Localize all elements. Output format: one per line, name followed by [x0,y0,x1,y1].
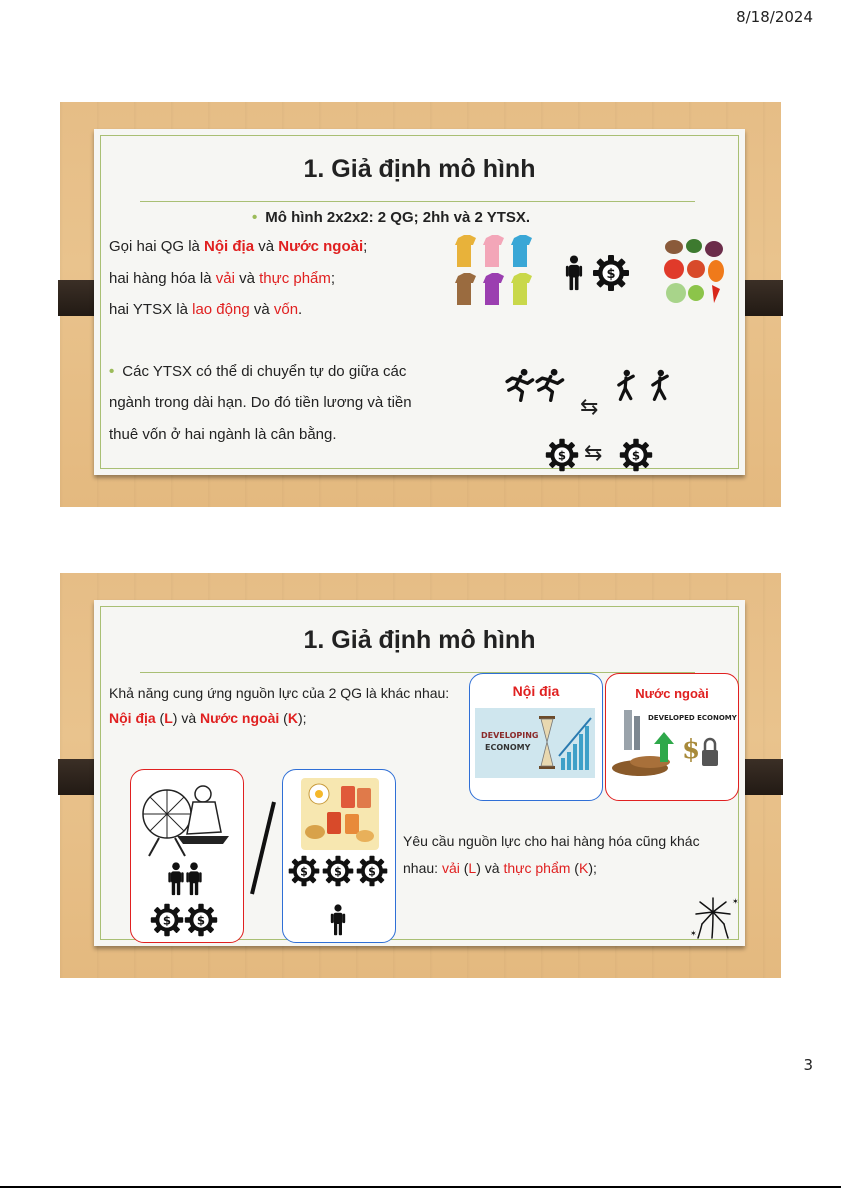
svg-text:$: $ [682,735,701,765]
slide-1 [60,102,781,507]
worker-icon [565,255,583,291]
exchange-arrows-icon: ⇆ [584,440,603,465]
text-country-endowments: Nội địa (L) và Nước ngoài (K); [109,710,307,726]
slide-1-panel [94,129,745,475]
worker-icon [167,862,185,896]
bullet-mobility-line3: thuê vốn ở hai ngành là cân bằng. [109,426,337,443]
box-domestic-label: Nội địa [512,683,560,699]
developed-economy-image [610,706,737,778]
capital-gear-dollar-icon [183,902,219,938]
capital-gear-dollar-icon [591,253,631,293]
capital-gear-dollar-icon [149,902,185,938]
vegetables-icon [662,237,728,305]
title-divider [140,201,695,202]
capital-gear-dollar-icon [544,437,580,473]
text-goods: hai hàng hóa là vải và thực phẩm; [109,270,336,287]
text-supply-difference: Khả năng cung ứng nguồn lực của 2 QG là khác nhau: [109,685,450,701]
exchange-arrows-icon: ⇆ [580,394,599,419]
svg-text:DEVELOPING: DEVELOPING [481,731,539,740]
slide-title: 1. Giả định mô hình [303,155,536,183]
capital-gear-dollar-icon [618,437,654,473]
text-countries: Gọi hai QG là Nội địa và Nước ngoài; [109,238,368,255]
box-foreign [605,673,739,801]
capital-gear-dollar-icon [287,854,321,888]
fireworks-icon [688,896,738,940]
text-factors: hai YTSX là lao động và vốn. [109,301,303,318]
box-cloth-requirement [130,769,244,943]
walker-icon [614,368,638,402]
bullet-mobility-line1: • Các YTSX có thể di chuyển tự do giữa các [109,363,407,380]
walker-icon [648,368,672,402]
slide-title: 1. Giả định mô hình [303,626,536,654]
text-requirements-line1: Yêu cầu nguồn lực cho hai hàng hóa cũng khác [403,833,700,849]
slide-2 [60,573,781,978]
box-foreign-label: Nước ngoài [635,686,709,701]
worker-icon [329,904,347,936]
bullet-mobility-line2: ngành trong dài hạn. Do đó tiền lương và tiền [109,394,412,411]
svg-text:✶: ✶ [732,897,739,906]
box-food-requirement [282,769,396,943]
slide-2-panel [94,600,745,946]
bullet-model: • Mô hình 2x2x2: 2 QG; 2hh và 2 YTSX. [252,209,531,226]
clothes-icon [452,234,538,310]
svg-text:ECONOMY: ECONOMY [485,743,531,752]
spinning-wheel-icon [139,778,235,860]
svg-text:✶: ✶ [690,929,697,938]
developing-economy-image [475,708,595,778]
title-divider [140,672,695,673]
svg-text:DEVELOPED ECONOMY: DEVELOPED ECONOMY [648,714,737,722]
bullet-icon: • [109,363,115,380]
box-domestic [469,673,603,801]
capital-gear-dollar-icon [321,854,355,888]
page-number: 3 [803,1056,813,1074]
page-bottom-border [0,1186,841,1188]
text-requirements-line2: nhau: vải (L) và thực phẩm (K); [403,860,597,876]
runner-icon [502,368,536,402]
capital-gear-dollar-icon [355,854,389,888]
worker-icon [185,862,203,896]
bullet-icon: • [252,209,258,226]
food-icon [301,778,379,850]
slash-divider [248,798,278,898]
runner-icon [532,368,566,402]
header-date: 8/18/2024 [736,8,813,26]
